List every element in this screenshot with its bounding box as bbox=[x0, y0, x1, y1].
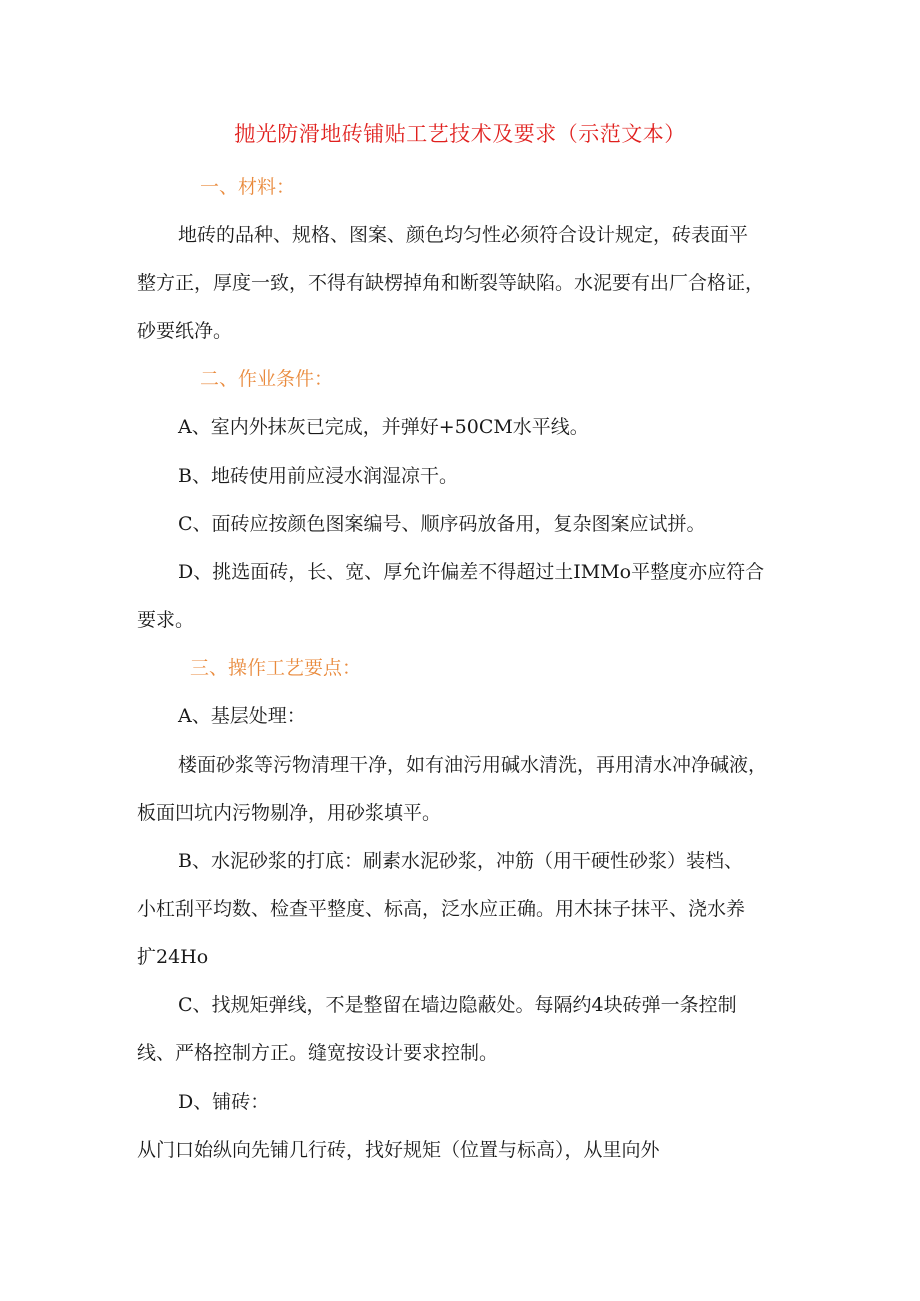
paragraph-line: B、水泥砂浆的打底：刷素水泥砂浆，冲筋（用干硬性砂浆）装档、 bbox=[178, 850, 743, 872]
section-heading-materials: 一、材料： bbox=[200, 176, 296, 198]
list-item: C、面砖应按颜色图案编号、顺序码放备用，复杂图案应试拼。 bbox=[178, 513, 706, 535]
paragraph-line: 整方正，厚度一致，不得有缺楞掉角和断裂等缺陷。水泥要有出厂合格证， bbox=[137, 272, 765, 294]
list-item: D、挑选面砖，长、宽、厚允许偏差不得超过土IMMo平整度亦应符合 bbox=[178, 561, 765, 583]
list-item-continuation: 要求。 bbox=[137, 609, 195, 631]
subheading: A、基层处理： bbox=[178, 705, 306, 727]
paragraph-line: 扩24Ho bbox=[137, 946, 209, 968]
paragraph-line: 砂要纸净。 bbox=[137, 320, 233, 342]
section-heading-conditions: 二、作业条件： bbox=[200, 368, 334, 390]
section-heading-process: 三、操作工艺要点： bbox=[190, 657, 362, 679]
paragraph-line: 板面凹坑内污物剔净，用砂浆填平。 bbox=[137, 802, 442, 824]
list-item: B、地砖使用前应浸水润湿凉干。 bbox=[178, 465, 458, 487]
paragraph-line: C、找规矩弹线，不是整留在墙边隐蔽处。每隔约4块砖弹一条控制 bbox=[178, 994, 737, 1016]
paragraph-line: 从门口始纵向先铺几行砖，找好规矩（位置与标高），从里向外 bbox=[137, 1139, 660, 1161]
paragraph-line: 小杠刮平均数、检查平整度、标高，泛水应正确。用木抹子抹平、浇水养 bbox=[137, 898, 746, 920]
paragraph-line: 楼面砂浆等污物清理干净，如有油污用碱水清洗，再用清水冲净碱液， bbox=[178, 754, 768, 776]
document-title: 抛光防滑地砖铺贴工艺技术及要求（示范文本） bbox=[234, 122, 686, 146]
subheading: D、铺砖： bbox=[178, 1091, 270, 1113]
list-item: A、室内外抹灰已完成，并弹好+50CM水平线。 bbox=[178, 416, 589, 438]
paragraph-line: 线、严格控制方正。缝宽按设计要求控制。 bbox=[137, 1042, 499, 1064]
paragraph-line: 地砖的品种、规格、图案、颜色均匀性必须符合设计规定，砖表面平 bbox=[178, 224, 749, 246]
